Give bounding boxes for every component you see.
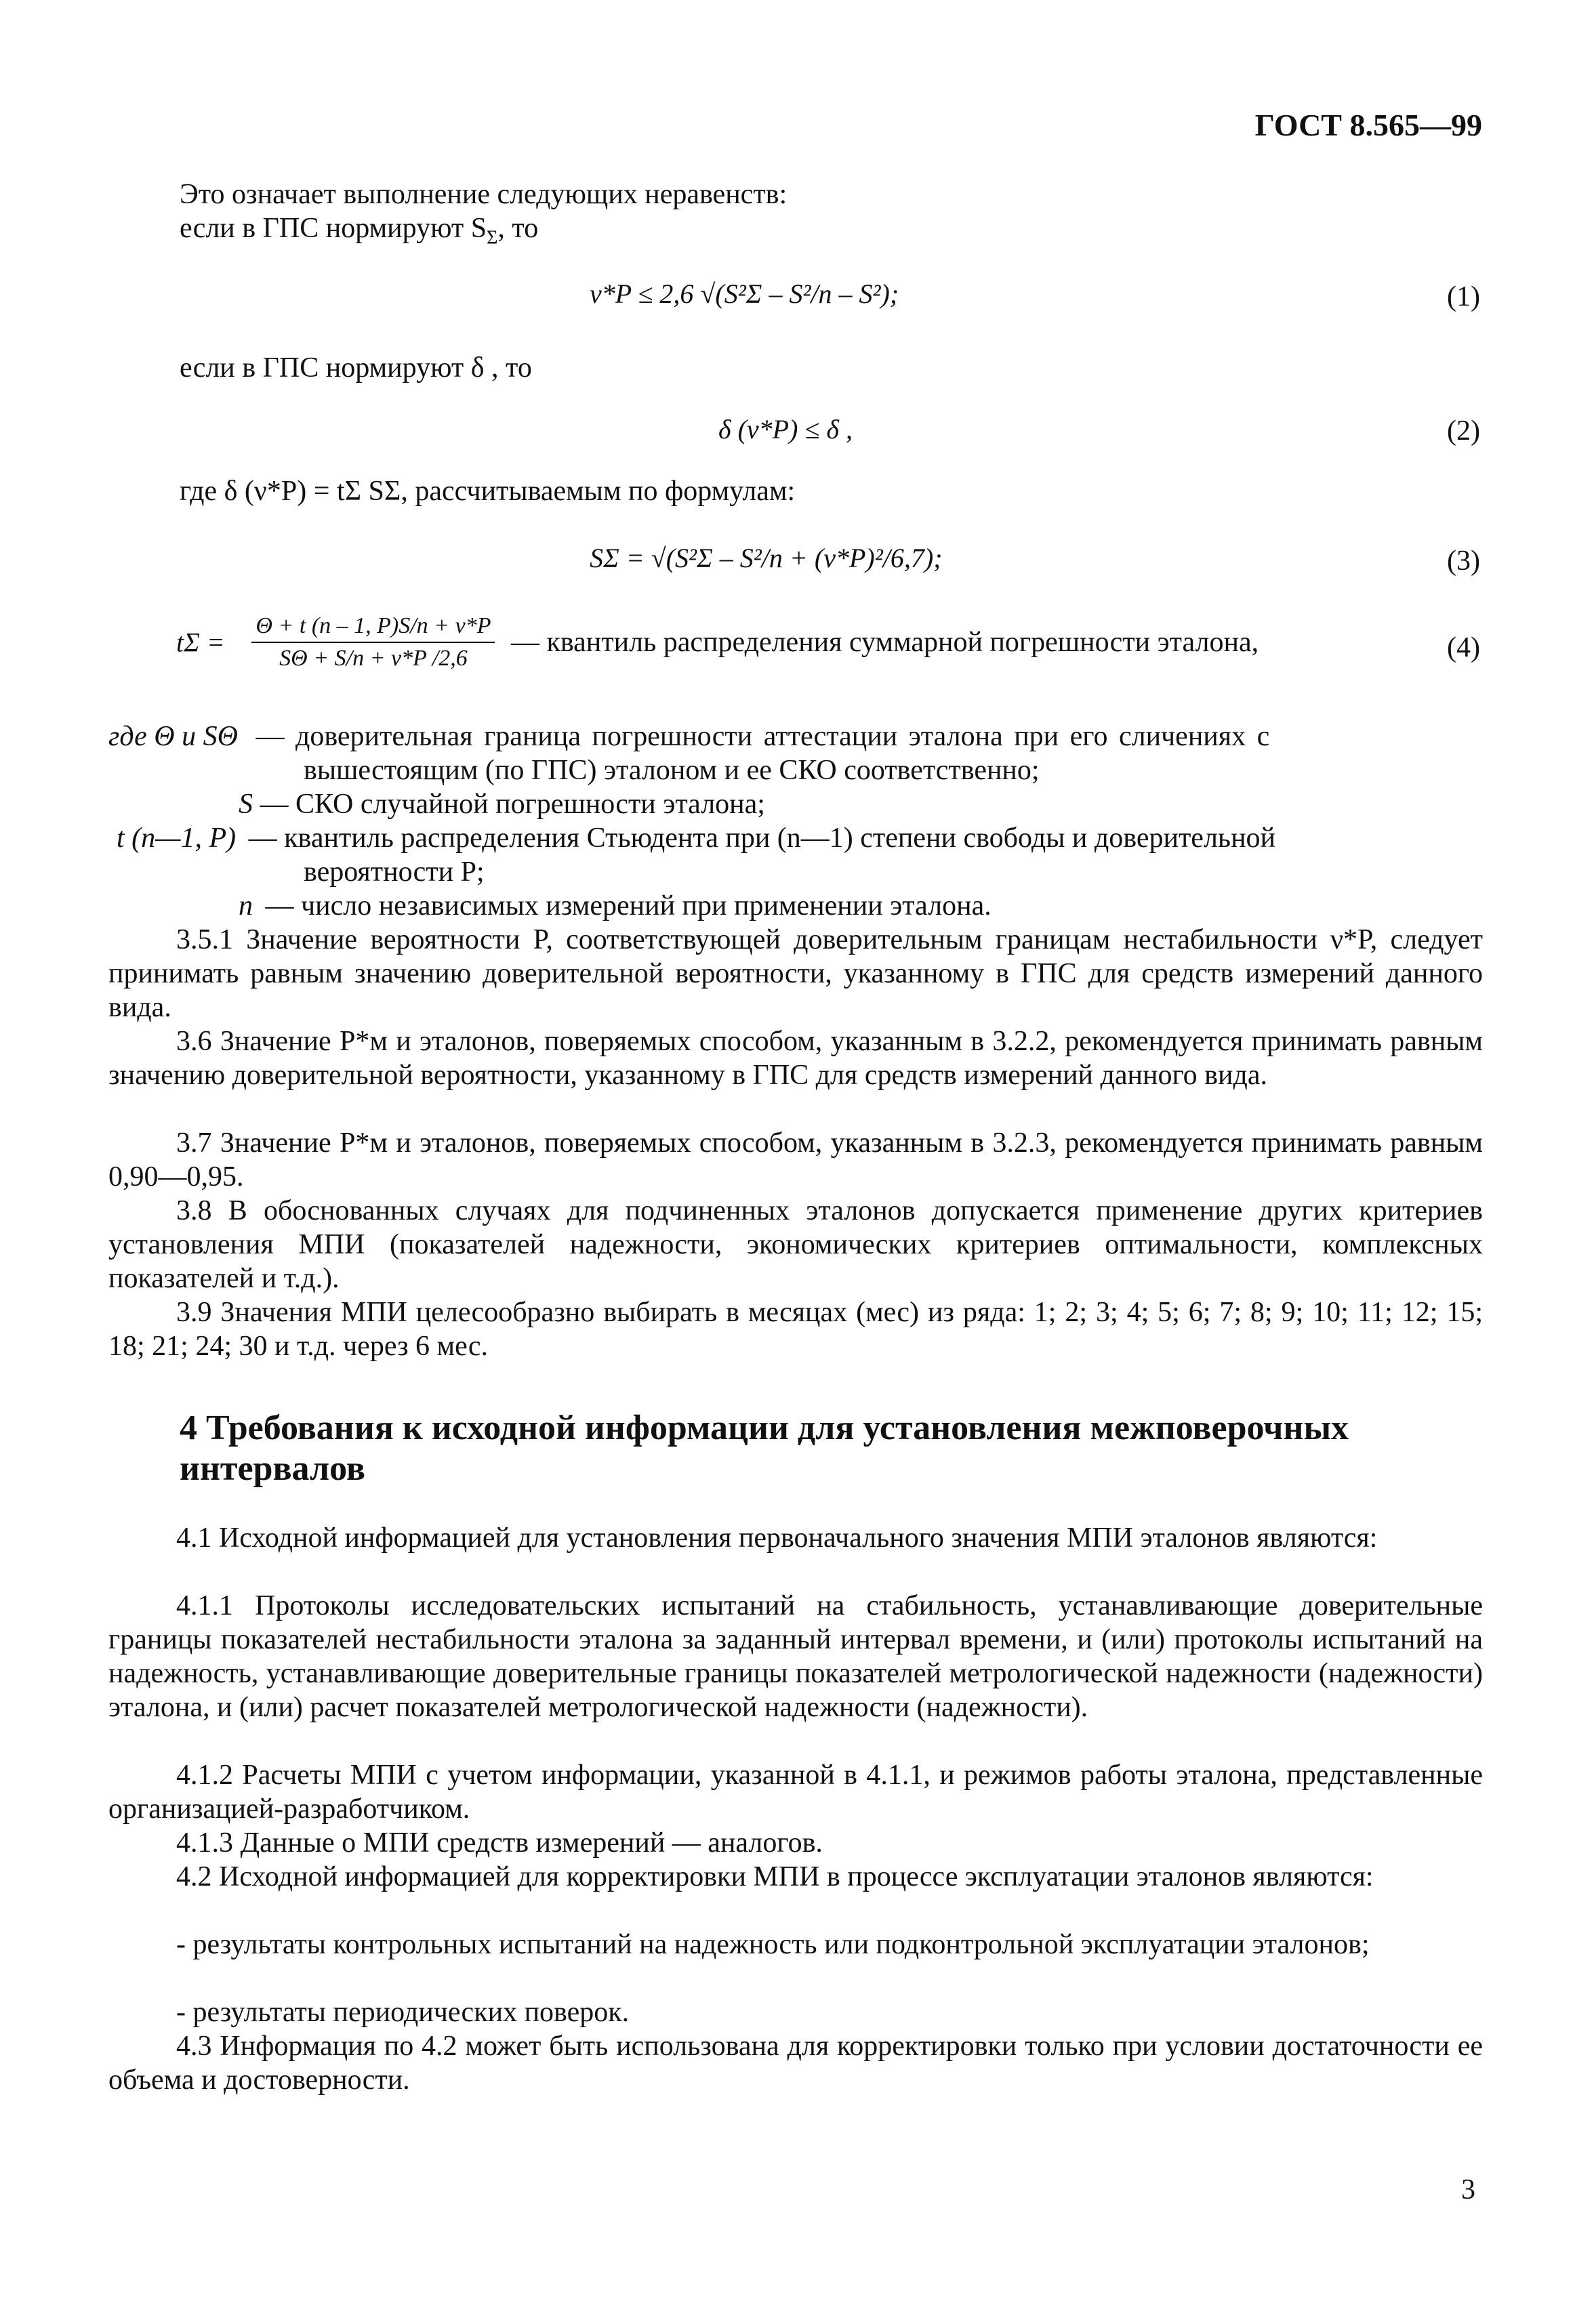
definition-row <box>304 753 1040 787</box>
formula-4-number: (4) <box>1447 632 1480 663</box>
definition-text: — доверительная граница погрешности аттестации эталона при его сличениях с <box>256 721 1270 752</box>
definition-row <box>117 821 1486 855</box>
formula-2-number: (2) <box>1447 415 1480 447</box>
definition-symbol: n <box>239 890 253 921</box>
intro-line-2 <box>180 211 538 255</box>
document-id-header: ГОСТ 8.565—99 <box>1254 108 1482 142</box>
paragraph-3-9: 3.9 Значения МПИ целесообразно выбирать в месяцах (мес) из ряда: 1; 2; 3; 4; 5; 6; 7; 8; 9; 10; 11; 12; 15; 18; 21; 24; 30 и т.д. через 6 мес. <box>108 1297 1483 1362</box>
formula-4-denominator: SΘ + S/n + ν*P /2,6 <box>279 646 468 671</box>
where-line: где δ (ν*P) = tΣ SΣ, рассчитываемым по формулам: <box>180 476 796 507</box>
page-number: 3 <box>1461 2174 1475 2205</box>
paragraph-4-2-item-1: - результаты контрольных испытаний на надежность или подконтрольной эксплуатации эталонов; <box>176 1929 1370 1960</box>
definition-row <box>304 855 485 889</box>
definition-text: — СКО случайной погрешности эталона; <box>260 789 765 820</box>
definition-row <box>239 889 992 923</box>
paragraph-4-2-item-2: - результаты периодических поверок. <box>176 1997 630 2028</box>
paragraph-4-1-3: 4.1.3 Данные о МПИ средств измерений — аналогов. <box>176 1827 823 1859</box>
paragraph-4-1-1: 4.1.1 Протоколы исследовательских испытаний на стабильность, устанавливающие доверительные границы показателей нестабильности эталона за заданный интервал времени, и (или) протоколы испытаний на надежность, устанавливающие доверительные границы показателей метрологической надежности (надежности) эталона, и (или) расчет показателей метрологической надежности (надежности). <box>108 1590 1483 1723</box>
paragraph-3-5-1: 3.5.1 Значение вероятности P, соответствующей доверительным границам нестабильности ν*P, следует принимать равным значению доверительной вероятности, указанному в ГПС для средств измерений данного вида. <box>108 924 1483 1023</box>
formula-4-lhs: tΣ = <box>176 627 225 658</box>
definition-row <box>108 720 1484 753</box>
intro-line-1: Это означает выполнение следующих неравенств: <box>180 179 788 210</box>
paragraph-4-1: 4.1 Исходной информацией для установления первоначального значения МПИ эталонов являются: <box>176 1522 1378 1554</box>
section-4-title: 4 Требования к исходной информации для установления межповерочных интервалов <box>180 1409 1349 1488</box>
definition-text: вероятности P; <box>304 856 485 888</box>
definition-symbol: где Θ и SΘ <box>108 721 238 752</box>
definition-row <box>239 787 765 821</box>
paragraph-3-8: 3.8 В обоснованных случаях для подчиненных эталонов допускается применение других критериев установления МПИ (показателей надежности, экономических критериев оптимальности, комплексных показателей и т.д.). <box>108 1195 1483 1294</box>
formula-3: SΣ = √(S²Σ – S²/n + (ν*P)²/6,7); <box>590 543 943 573</box>
formula-4-description: — квантиль распределения суммарной погрешности эталона, <box>510 627 1259 658</box>
paragraph-4-1-2: 4.1.2 Расчеты МПИ с учетом информации, указанной в 4.1.1, и режимов работы эталона, представленные организацией-разработчиком. <box>108 1760 1483 1825</box>
paragraph-4-3: 4.3 Информация по 4.2 может быть использована для корректировки только при условии достаточности ее объема и достоверности. <box>108 2031 1483 2096</box>
formula-3-number: (3) <box>1447 545 1480 577</box>
formula-2: δ (ν*P) ≤ δ , <box>718 414 853 444</box>
formula-1-number: (1) <box>1447 281 1480 312</box>
condition-2: если в ГПС нормируют δ , то <box>180 352 532 383</box>
formula-1: ν*P ≤ 2,6 √(S²Σ – S²/n – S²); <box>590 278 899 309</box>
paragraph-4-2: 4.2 Исходной информацией для корректировки МПИ в процессе эксплуатации эталонов являются: <box>176 1861 1374 1892</box>
definition-symbol: t (n—1, P) <box>117 823 237 854</box>
formula-4-numerator: Θ + t (n – 1, P)S/n + ν*P <box>251 613 495 643</box>
paragraph-3-6: 3.6 Значение P*м и эталонов, поверяемых способом, указанным в 3.2.2, рекомендуется принимать равным значению доверительной вероятности, указанному в ГПС для средств измерений данного вида. <box>108 1026 1483 1091</box>
formula-4-fraction <box>251 613 495 671</box>
paragraph-3-7: 3.7 Значение P*м и эталонов, поверяемых способом, указанным в 3.2.3, рекомендуется принимать равным 0,90—0,95. <box>108 1127 1483 1192</box>
intro-line-2-text: если в ГПС нормируют S <box>180 213 487 244</box>
definition-text: — квантиль распределения Стьюдента при (n—1) степени свободы и доверительной <box>248 823 1276 854</box>
definition-symbol: S <box>239 789 253 820</box>
intro-line-2-end: , то <box>497 213 539 244</box>
definition-text: вышестоящим (по ГПС) эталоном и ее СКО соответственно; <box>304 755 1040 786</box>
definition-text: — число независимых измерений при применении эталона. <box>265 890 992 921</box>
intro-line-2-sub: Σ <box>487 227 498 249</box>
formula-4 <box>176 613 1259 671</box>
